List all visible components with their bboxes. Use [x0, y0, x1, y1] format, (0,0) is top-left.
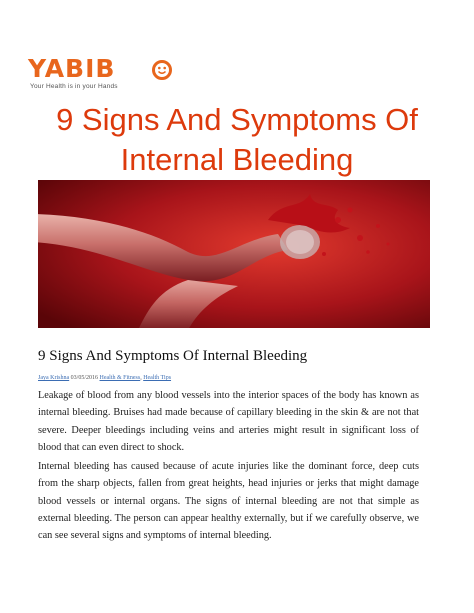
category-link-health-tips[interactable]: Health Tips	[143, 375, 172, 381]
category-separator: ,	[140, 375, 142, 381]
category-link-health-fitness[interactable]: Health & Fitness	[99, 375, 141, 381]
article-meta	[38, 375, 171, 381]
page-title-line-2: Internal Bleeding	[120, 142, 354, 177]
page-title	[0, 100, 474, 180]
article-heading: 9 Signs And Symptoms Of Internal Bleeding	[38, 348, 308, 364]
blood-vessel-rupture-image	[38, 180, 430, 328]
article-paragraph: Internal bleeding has caused because of acute injuries like the dominant force, deep cuts from the sharp objects, fallen from great heights, head injuries or jerks that might damage blood vessels or internal organs. The signs of internal bleeding are not that simple as external bleeding. The person can appear healthy externally, but if we carefully observe, we can see several signs and symptoms of internal bleeding.	[38, 461, 419, 542]
page-title-line-1: 9 Signs And Symptoms Of	[56, 102, 418, 137]
brand-tagline: Your Health is in your Hands	[30, 83, 118, 90]
post-date: 03/05/2016	[70, 375, 99, 381]
brand-logo[interactable]	[28, 56, 178, 90]
author-link[interactable]: Jaya Krishna	[38, 375, 70, 381]
brand-name: YABIB	[28, 54, 116, 83]
article-paragraph: Leakage of blood from any blood vessels into the interior spaces of the body has known as internal bleeding. Bruises had made because of capillary bleeding in the skin & are not that severe. Deeper bleedings including veins and arteries might result in significant loss of blood that can even direct to shock.	[38, 390, 419, 453]
smiling-o-icon	[152, 60, 172, 80]
